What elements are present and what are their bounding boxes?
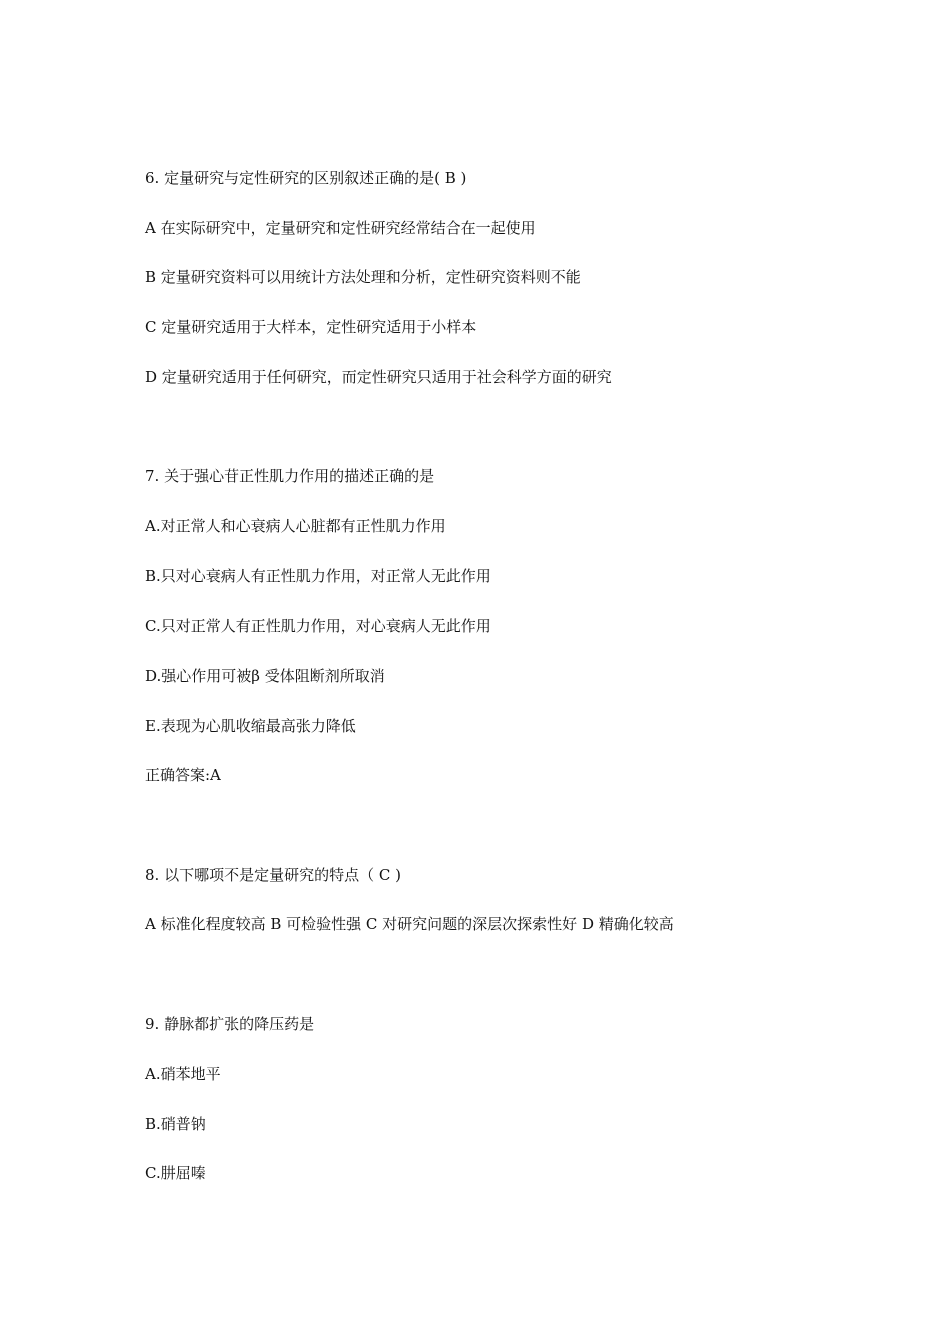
question-6-option-a: A 在实际研究中，定量研究和定性研究经常结合在一起使用: [145, 219, 536, 237]
question-7-option-d: D.强心作用可被β 受体阻断剂所取消: [145, 667, 385, 685]
question-6-option-c: C 定量研究适用于大样本，定性研究适用于小样本: [145, 318, 477, 336]
question-7-option-c: C.只对正常人有正性肌力作用，对心衰病人无此作用: [145, 617, 491, 635]
question-7-stem: 7. 关于强心苷正性肌力作用的描述正确的是: [145, 467, 435, 485]
question-6-stem: 6. 定量研究与定性研究的区别叙述正确的是( B ): [145, 169, 467, 187]
question-6-option-b: B 定量研究资料可以用统计方法处理和分析，定性研究资料则不能: [145, 268, 581, 286]
question-7-option-e: E.表现为心肌收缩最高张力降低: [145, 717, 356, 735]
question-8-options: A 标准化程度较高 B 可检验性强 C 对研究问题的深层次探索性好 D 精确化较高: [145, 915, 674, 933]
question-9-option-a: A.硝苯地平: [145, 1065, 221, 1083]
question-7-option-a: A.对正常人和心衰病人心脏都有正性肌力作用: [145, 517, 446, 535]
question-7-answer: 正确答案:A: [145, 766, 221, 784]
question-7-option-b: B.只对心衰病人有正性肌力作用，对正常人无此作用: [145, 567, 491, 585]
question-9-stem: 9. 静脉都扩张的降压药是: [145, 1015, 315, 1033]
question-9-option-c: C.肼屈嗪: [145, 1164, 206, 1182]
question-6-option-d: D 定量研究适用于任何研究，而定性研究只适用于社会科学方面的研究: [145, 368, 612, 386]
question-8-stem: 8. 以下哪项不是定量研究的特点（ C ): [145, 866, 401, 884]
question-9-option-b: B.硝普钠: [145, 1115, 206, 1133]
